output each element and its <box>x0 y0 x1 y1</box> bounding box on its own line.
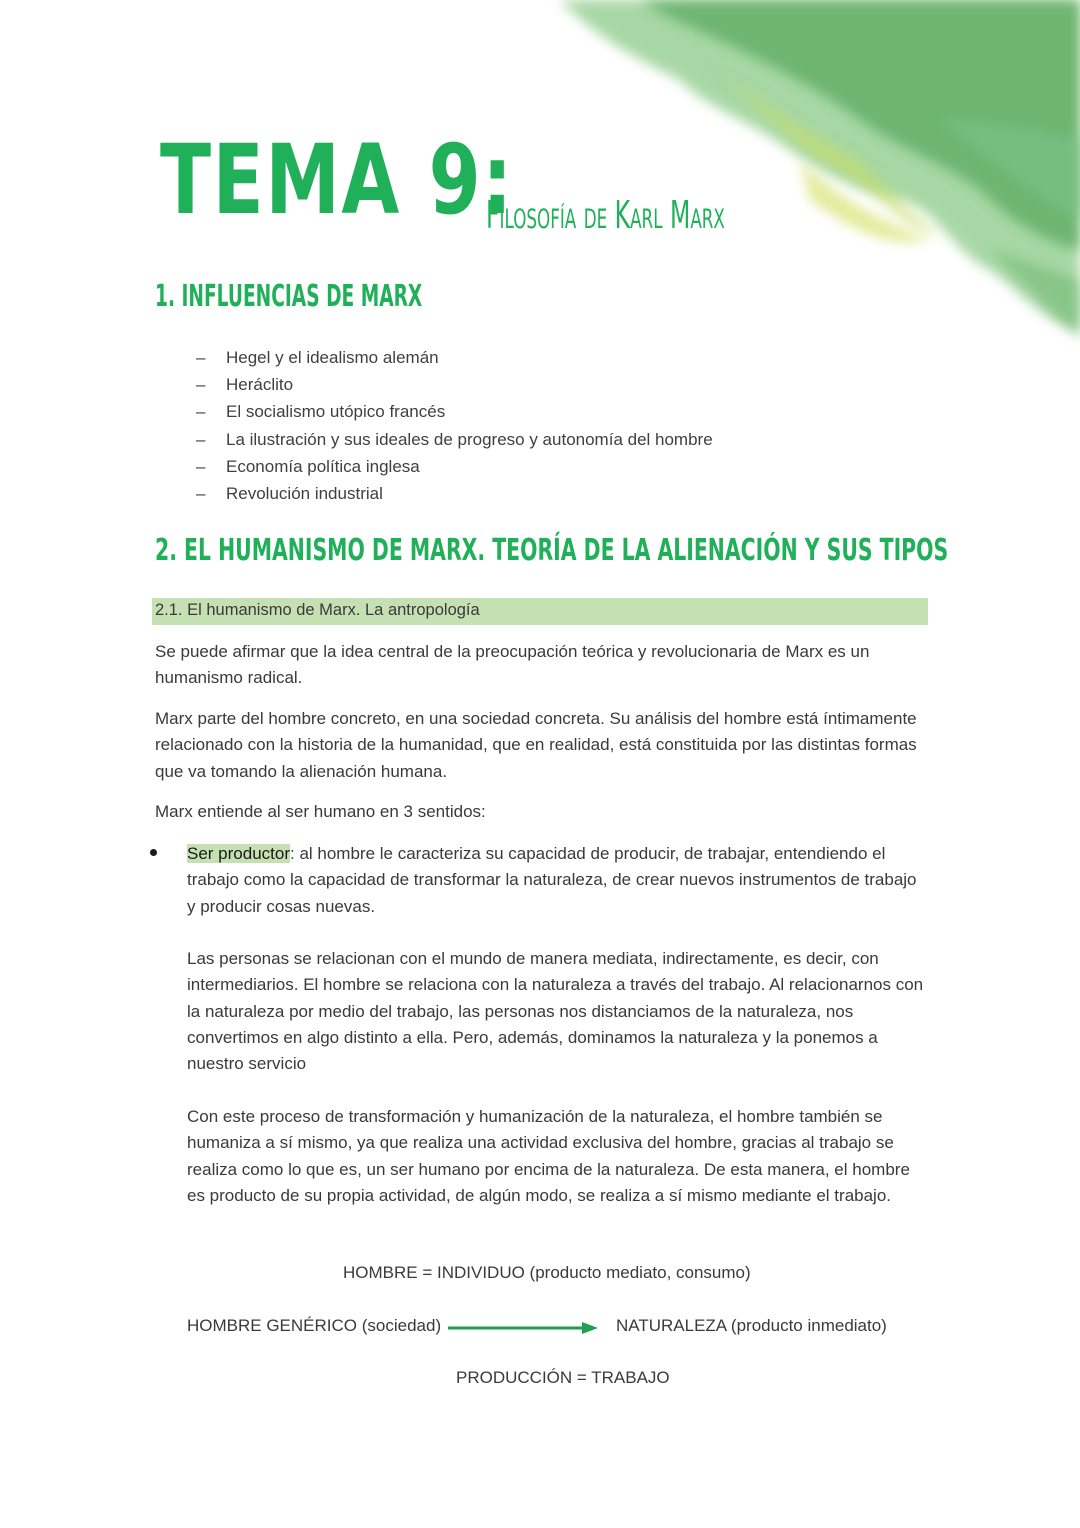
diagram-line-individual: HOMBRE = INDIVIDUO (producto mediato, consumo) <box>343 1263 751 1282</box>
section-heading-humanism: 2. EL HUMANISMO DE MARX. TEORÍA DE LA ALIENACIÓN Y SUS TIPOS <box>155 533 949 568</box>
list-item: – El socialismo utópico francés <box>196 398 713 425</box>
list-item: – Heráclito <box>196 371 713 398</box>
paragraph: Se puede afirmar que la idea central de la preocupación teórica y revolucionaria de Marx es un humanismo radical. <box>155 642 870 688</box>
dash-marker: – <box>196 484 206 504</box>
list-item: – Revolución industrial <box>196 480 713 507</box>
dash-marker: – <box>196 456 206 476</box>
arrow-right-icon <box>446 1318 600 1338</box>
dash-marker: – <box>196 348 206 367</box>
dash-marker: – <box>196 429 206 449</box>
page-subtitle: Filosofía de Karl Marx <box>486 193 725 237</box>
section-heading-influences: 1. INFLUENCIAS DE MARX <box>155 279 423 314</box>
paragraph: Marx parte del hombre concreto, en una sociedad concreta. Su análisis del hombre está íntimamente relacionado con la historia de la humanidad, que en realidad, está constituida por las distintas formas que va tomando la alienación humana. <box>155 709 917 781</box>
list-item: – La ilustración y sus ideales de progreso y autonomía del hombre <box>196 426 713 453</box>
highlighted-term: Ser productor <box>187 844 290 863</box>
diagram-line-production: PRODUCCIÓN = TRABAJO <box>456 1368 670 1387</box>
bullet-icon <box>150 849 157 856</box>
influences-list <box>196 344 713 507</box>
watercolor-decoration <box>520 0 1080 360</box>
list-item: – Hegel y el idealismo alemán <box>196 344 713 371</box>
bullet-paragraph: Las personas se relacionan con el mundo de manera mediata, indirectamente, es decir, con intermediarios. El hombre se relaciona con la naturaleza a través del trabajo. Al relacionarnos con la naturaleza por medio del trabajo, las personas nos distanciamos de la naturaleza, nos convertimos en algo distinto a ella. Pero, además, dominamos la naturaleza y la ponemos a nuestro servicio <box>187 949 924 1074</box>
bullet-paragraph: Con este proceso de transformación y humanización de la naturaleza, el hombre también se humaniza a sí mismo, ya que realiza una actividad exclusiva del hombre, gracias al trabajo se realiza como lo que es, un ser humano por encima de la naturaleza. De esta manera, el hombre es producto de su propia actividad, de algún modo, se realiza a sí mismo mediante el trabajo. <box>187 1107 910 1205</box>
page-title: TEMA 9: <box>160 124 514 236</box>
diagram-label-nature: NATURALEZA (producto inmediato) <box>616 1316 887 1335</box>
paragraph: Marx entiende al ser humano en 3 sentidos: <box>155 802 486 821</box>
dash-marker: – <box>196 375 206 395</box>
bullet-paragraph: Ser productor: al hombre le caracteriza su capacidad de producir, de trabajar, entendiendo el trabajo como la capacidad de transformar la naturaleza, de crear nuevos instrumentos de trabajo y producir cosas nuevas. <box>187 844 917 916</box>
subsection-heading <box>152 598 928 625</box>
subsection-title: 2.1. El humanismo de Marx. La antropología <box>155 601 480 619</box>
diagram-label-generic-man: HOMBRE GENÉRICO (sociedad) <box>187 1316 442 1335</box>
dash-marker: – <box>196 402 206 422</box>
list-item: – Economía política inglesa <box>196 453 713 480</box>
